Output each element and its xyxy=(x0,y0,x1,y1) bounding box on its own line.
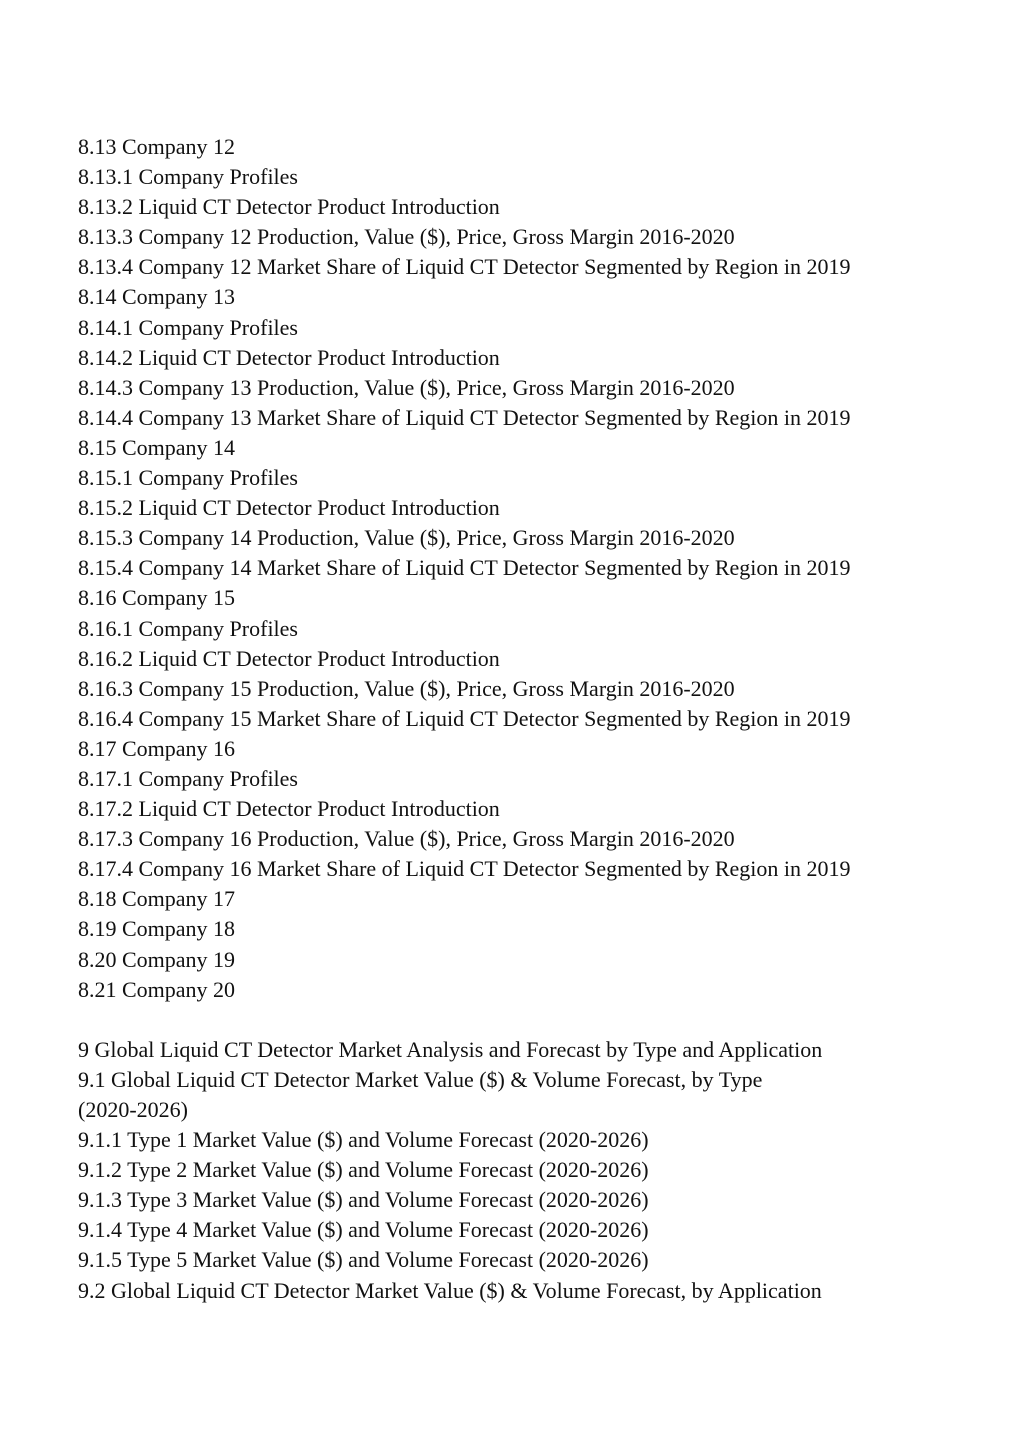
toc-entry: 9.1.1 Type 1 Market Value ($) and Volume Forecast (2020-2026) xyxy=(78,1127,649,1153)
toc-entry: 9.1 Global Liquid CT Detector Market Value ($) & Volume Forecast, by Type xyxy=(78,1066,763,1092)
toc-entry: 8.18 Company 17 xyxy=(78,886,236,912)
toc-entry: 9.2 Global Liquid CT Detector Market Value ($) & Volume Forecast, by Application xyxy=(78,1277,822,1303)
toc-entry: 8.14.1 Company Profiles xyxy=(78,314,298,340)
toc-entry: 8.17.2 Liquid CT Detector Product Introduction xyxy=(78,796,500,822)
toc-entry: 8.16.1 Company Profiles xyxy=(78,615,298,641)
toc-entry: 8.15.1 Company Profiles xyxy=(78,465,298,491)
toc-entry-continuation: (2020-2026) xyxy=(78,1097,188,1122)
toc-entry: 8.14.2 Liquid CT Detector Product Introduction xyxy=(78,344,500,370)
toc-entry: 9.1.4 Type 4 Market Value ($) and Volume Forecast (2020-2026) xyxy=(78,1217,649,1243)
toc-entry: 8.17.3 Company 16 Production, Value ($), Price, Gross Margin 2016-2020 xyxy=(78,826,735,852)
toc-chapter-heading: 9 Global Liquid CT Detector Market Analysis and Forecast by Type and Application xyxy=(78,1036,823,1062)
toc-entry: 9.1.3 Type 3 Market Value ($) and Volume Forecast (2020-2026) xyxy=(78,1187,649,1213)
toc-entry: 8.15.3 Company 14 Production, Value ($), Price, Gross Margin 2016-2020 xyxy=(78,525,735,551)
toc-entry: 8.16.2 Liquid CT Detector Product Introduction xyxy=(78,645,500,671)
toc-entry: 9.1.2 Type 2 Market Value ($) and Volume Forecast (2020-2026) xyxy=(78,1157,649,1183)
toc-entry: 8.17.4 Company 16 Market Share of Liquid CT Detector Segmented by Region in 2019 xyxy=(78,856,851,882)
toc-entry: 8.13 Company 12 xyxy=(78,134,236,159)
toc-entry: 8.21 Company 20 xyxy=(78,976,236,1002)
toc-entry: 8.15 Company 14 xyxy=(78,434,236,460)
table-of-contents xyxy=(78,132,958,1306)
toc-entry: 8.14.3 Company 13 Production, Value ($), Price, Gross Margin 2016-2020 xyxy=(78,374,735,400)
toc-entry: 8.13.4 Company 12 Market Share of Liquid CT Detector Segmented by Region in 2019 xyxy=(78,254,851,280)
toc-entry: 8.15.2 Liquid CT Detector Product Introduction xyxy=(78,495,500,521)
toc-entry: 9.1.5 Type 5 Market Value ($) and Volume Forecast (2020-2026) xyxy=(78,1247,649,1273)
toc-entry: 8.15.4 Company 14 Market Share of Liquid CT Detector Segmented by Region in 2019 xyxy=(78,555,851,581)
toc-entry: 8.16 Company 15 xyxy=(78,585,236,611)
toc-entry: 8.14.4 Company 13 Market Share of Liquid CT Detector Segmented by Region in 2019 xyxy=(78,404,851,430)
toc-entry: 8.13.2 Liquid CT Detector Product Introduction xyxy=(78,194,500,220)
toc-entry: 8.17 Company 16 xyxy=(78,735,236,761)
toc-entry: 8.13.3 Company 12 Production, Value ($), Price, Gross Margin 2016-2020 xyxy=(78,224,735,250)
toc-entry: 8.16.4 Company 15 Market Share of Liquid CT Detector Segmented by Region in 2019 xyxy=(78,705,851,731)
toc-entry: 8.19 Company 18 xyxy=(78,916,236,942)
toc-entry: 8.16.3 Company 15 Production, Value ($), Price, Gross Margin 2016-2020 xyxy=(78,675,735,701)
toc-entry: 8.14 Company 13 xyxy=(78,284,236,310)
toc-entry: 8.20 Company 19 xyxy=(78,946,236,972)
toc-entry: 8.17.1 Company Profiles xyxy=(78,765,298,791)
toc-entry: 8.13.1 Company Profiles xyxy=(78,164,298,190)
